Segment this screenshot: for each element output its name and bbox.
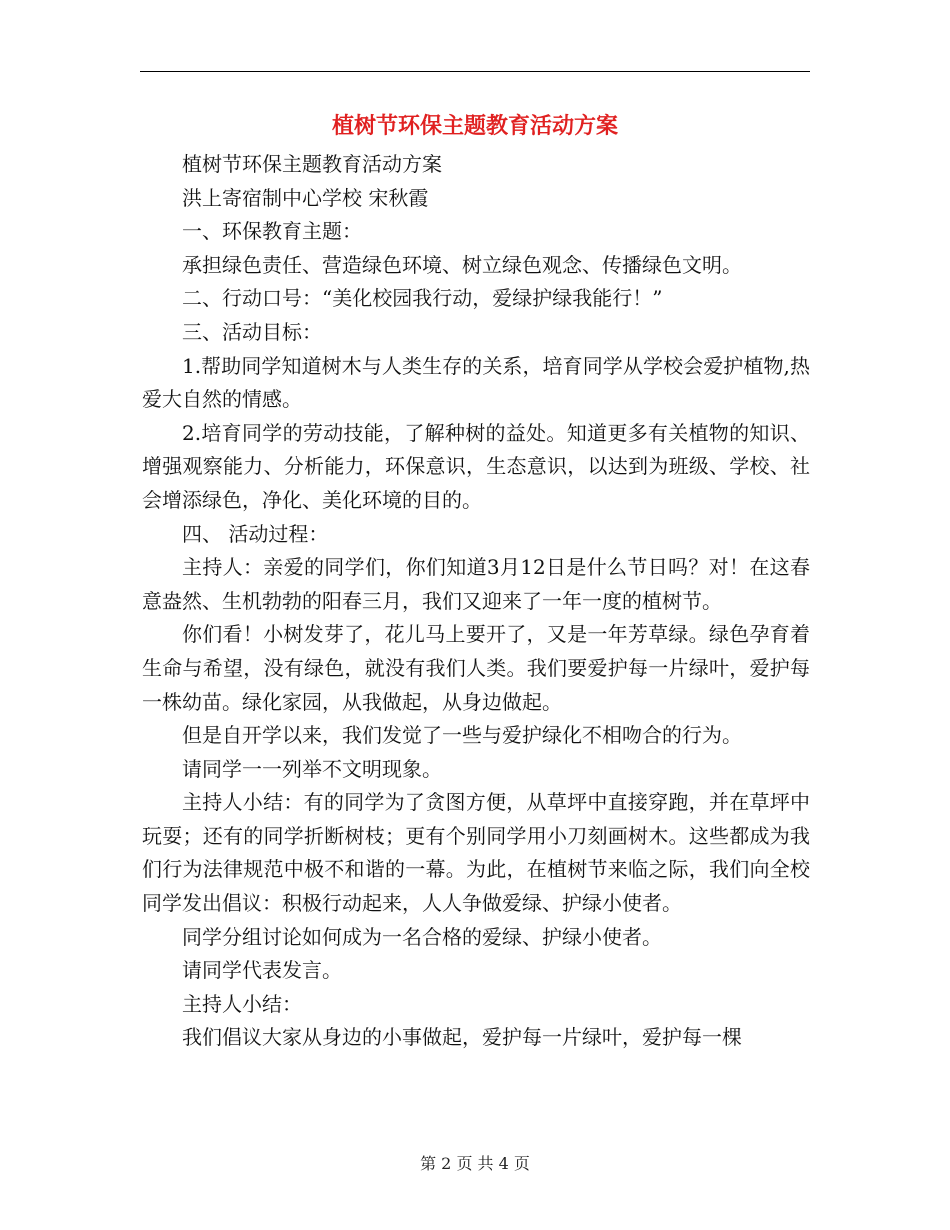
paragraph-author: 洪上寄宿制中心学校 宋秋霞 [182, 185, 429, 210]
paragraph-initiative: 我们倡议大家从身边的小事做起，爱护每一片绿叶，爱护每一棵 [182, 1025, 742, 1050]
paragraph-section-process: 四、 活动过程： [182, 521, 329, 546]
header-rule [140, 71, 810, 72]
paragraph-host-intro: 主持人：亲爱的同学们，你们知道3月12日是什么节日吗？对！在这春意盎然、生机勃勃的阳春三月，我们又迎来了一年一度的植树节。 [142, 555, 810, 613]
paragraph-goal-1: 1.帮助同学知道树木与人类生存的关系，培育同学从学校会爱护植物,热爱大自然的情感。 [142, 353, 810, 412]
paragraph-section-theme: 一、环保教育主题： [182, 219, 362, 244]
paragraph-green-life: 你们看！小树发芽了，花儿马上要开了，又是一年芳草绿。绿色孕育着生命与希望，没有绿色，就没有我们人类。我们要爱护每一片绿叶，爱护每一株幼苗。绿化家园，从我做起，从身边做起。 [142, 622, 810, 714]
paragraph-goal-2: 2.培育同学的劳动技能，了解种树的益处。知道更多有关植物的知识、增强观察能力、分析能力，环保意识，生态意识，以达到为班级、学校、社会增添绿色，净化、美化环境的目的。 [142, 420, 810, 512]
paragraph-observed-behavior: 但是自开学以来，我们发觉了一些与爱护绿化不相吻合的行为。 [182, 723, 742, 748]
paragraph-host-summary-2-heading: 主持人小结： [182, 991, 302, 1016]
paragraph-group-discussion: 同学分组讨论如何成为一名合格的爱绿、护绿小使者。 [182, 924, 662, 949]
document-title: 植树节环保主题教育活动方案 [331, 113, 618, 139]
paragraph-host-summary-1: 主持人小结：有的同学为了贪图方便，从草坪中直接穿跑，并在草坪中玩耍；还有的同学折断树枝；更有个别同学用小刀刻画树木。这些都成为我们行为法律规范中极不和谐的一幕。为此，在植树节来临之际，我们向全校同学发出倡议：积极行动起来，人人争做爱绿、护绿小使者。 [142, 790, 810, 916]
paragraph-representative-speech: 请同学代表发言。 [182, 958, 342, 983]
document-body [142, 148, 810, 1055]
paragraph-section-goals: 三、活动目标： [182, 319, 322, 344]
paragraph-theme-text: 承担绿色责任、营造绿色环境、树立绿色观念、传播绿色文明。 [182, 252, 742, 277]
page-footer: 第 2 页 共 4 页 [420, 1154, 530, 1173]
paragraph-slogan: 二、行动口号：“美化校园我行动，爱绿护绿我能行！” [182, 286, 663, 311]
paragraph-list-examples: 请同学一一列举不文明现象。 [182, 756, 442, 781]
paragraph-subtitle: 植树节环保主题教育活动方案 [182, 152, 442, 176]
